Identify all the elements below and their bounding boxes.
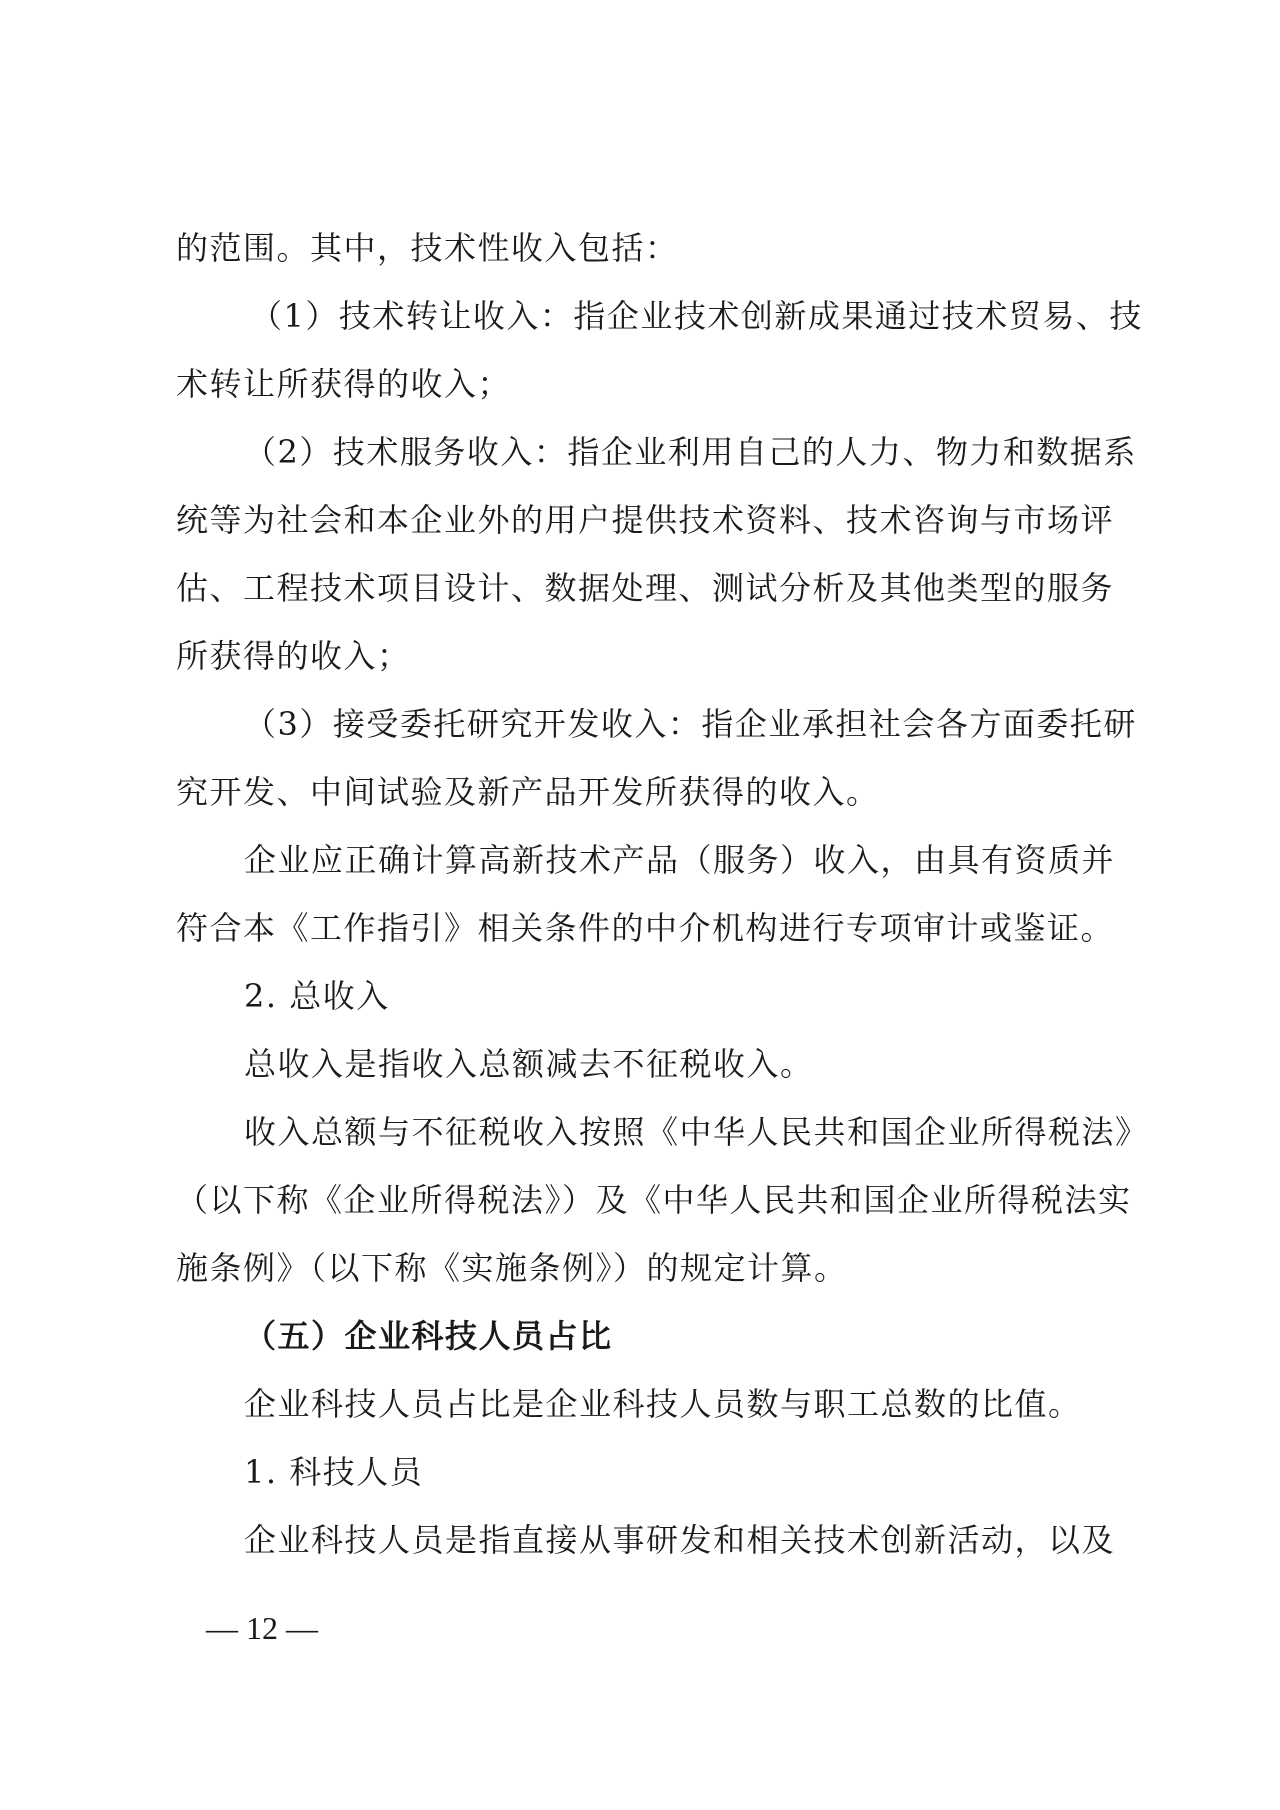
text-line: 总收入是指收入总额减去不征税收入。: [244, 1045, 814, 1083]
text-line: 收入总额与不征税收入按照《中华人民共和国企业所得税法》: [244, 1113, 1149, 1151]
text-line: 所获得的收入；: [176, 637, 411, 675]
text-line: 究开发、中间试验及新产品开发所获得的收入。: [176, 773, 880, 811]
text-line: （1）技术转让收入：指企业技术创新成果通过技术贸易、技: [250, 297, 1143, 335]
text-line: 统等为社会和本企业外的用户提供技术资料、技术咨询与市场评: [176, 501, 1115, 539]
section-heading: 2. 总收入: [244, 977, 390, 1015]
text-line: 的范围。其中，技术性收入包括：: [176, 229, 679, 267]
text-line: 估、工程技术项目设计、数据处理、测试分析及其他类型的服务: [176, 569, 1115, 607]
text-line: 企业科技人员是指直接从事研发和相关技术创新活动，以及: [244, 1521, 1116, 1559]
text-line: 符合本《工作指引》相关条件的中介机构进行专项审计或鉴证。: [176, 909, 1115, 947]
text-line: （3）接受委托研究开发收入：指企业承担社会各方面委托研: [244, 705, 1137, 743]
text-line: 施条例》（以下称《实施条例》）的规定计算。: [176, 1249, 848, 1287]
page-number: — 12 —: [206, 1610, 318, 1646]
text-line: （以下称《企业所得税法》）及《中华人民共和国企业所得税法实: [176, 1181, 1132, 1219]
section-heading: 1. 科技人员: [244, 1453, 424, 1491]
section-heading: （五）企业科技人员占比: [244, 1317, 613, 1355]
text-line: 企业应正确计算高新技术产品（服务）收入，由具有资质并: [244, 841, 1116, 879]
text-line: 企业科技人员占比是企业科技人员数与职工总数的比值。: [244, 1385, 1082, 1423]
text-line: （2）技术服务收入：指企业利用自己的人力、物力和数据系: [244, 433, 1137, 471]
text-line: 术转让所获得的收入；: [176, 365, 512, 403]
